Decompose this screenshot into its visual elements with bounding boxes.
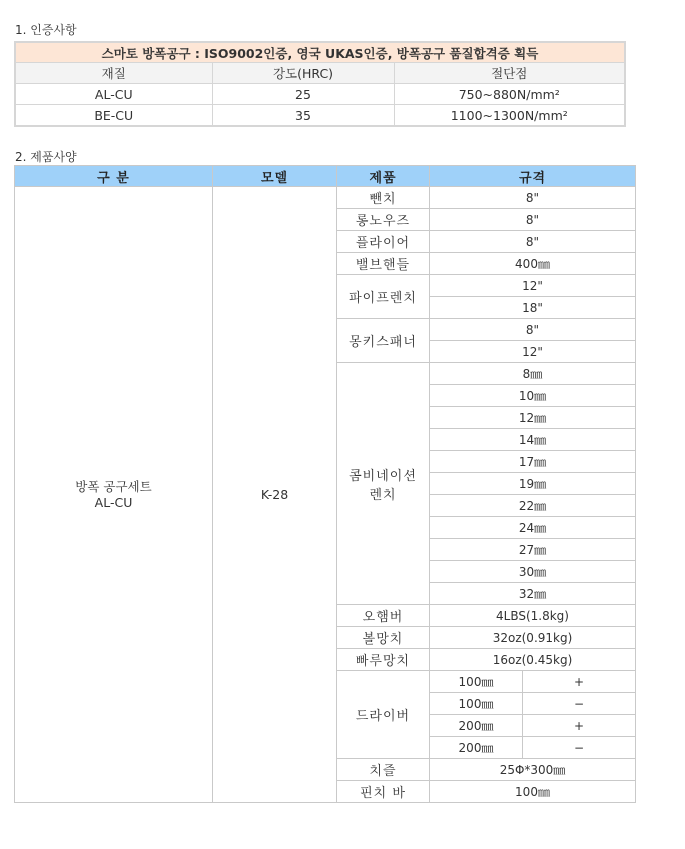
product-spec: 8㎜ [430, 363, 636, 385]
cert-cell: 750~880N/mm² [394, 84, 625, 105]
product-spec: 8" [430, 187, 636, 209]
category-name: 방폭 공구세트 [75, 478, 152, 494]
product-spec: 12" [430, 275, 636, 297]
product-spec: 400㎜ [430, 253, 636, 275]
product-spec: 18" [430, 297, 636, 319]
product-spec: 32㎜ [430, 583, 636, 605]
product-spec: 24㎜ [430, 517, 636, 539]
product-spec: 4LBS(1.8kg) [430, 605, 636, 627]
spec-header-spec: 규격 [430, 166, 636, 187]
spec-header-product: 제품 [337, 166, 430, 187]
cert-cell: 1100~1300N/mm² [394, 105, 625, 127]
product-name-line2: 렌치 [369, 487, 397, 503]
product-spec: 12㎜ [430, 407, 636, 429]
product-spec: 22㎜ [430, 495, 636, 517]
table-row [15, 187, 636, 209]
product-spec: 19㎜ [430, 473, 636, 495]
product-spec: 25Φ*300㎜ [430, 759, 636, 781]
product-spec: 27㎜ [430, 539, 636, 561]
product-name: 뺀치 [337, 187, 430, 209]
spec-header-model: 모델 [213, 166, 337, 187]
driver-size: 100㎜ [430, 671, 523, 693]
product-spec: 100㎜ [430, 781, 636, 803]
cert-row [15, 84, 625, 105]
product-name: 드라이버 [337, 671, 430, 759]
product-name: 몽키스패너 [337, 319, 430, 363]
product-name: 볼망치 [337, 627, 430, 649]
cert-cell: 25 [212, 84, 394, 105]
cert-header-hardness: 강도(HRC) [212, 63, 394, 84]
product-name: 오햄버 [337, 605, 430, 627]
driver-size: 100㎜ [430, 693, 523, 715]
cert-section-title: 1. 인증사항 [15, 23, 77, 37]
product-name: 롱노우즈 [337, 209, 430, 231]
cert-row [15, 105, 625, 127]
product-spec: 16oz(0.45kg) [430, 649, 636, 671]
product-name: 빠루망치 [337, 649, 430, 671]
spec-section-title: 2. 제품사양 [15, 150, 77, 164]
model-cell: K-28 [213, 187, 337, 803]
category-material: AL-CU [94, 494, 133, 510]
product-spec: 10㎜ [430, 385, 636, 407]
spec-table [14, 165, 636, 803]
product-spec: 17㎜ [430, 451, 636, 473]
product-spec: 8" [430, 231, 636, 253]
product-name-line1: 콤비네이션 [349, 468, 417, 484]
product-name: 플라이어 [337, 231, 430, 253]
cert-header-material: 재질 [15, 63, 212, 84]
cert-cell: BE-CU [15, 105, 212, 127]
driver-size: 200㎜ [430, 737, 523, 759]
driver-type: + [523, 671, 636, 693]
product-spec: 14㎜ [430, 429, 636, 451]
certification-table [14, 41, 626, 127]
cert-cell: 35 [212, 105, 394, 127]
product-name: 파이프렌치 [337, 275, 430, 319]
driver-size: 200㎜ [430, 715, 523, 737]
product-spec: 32oz(0.91kg) [430, 627, 636, 649]
product-name: 치즐 [337, 759, 430, 781]
product-name [337, 363, 430, 605]
cert-header-row [15, 63, 625, 84]
product-spec: 8" [430, 319, 636, 341]
spec-header-row [15, 166, 636, 187]
driver-type: − [523, 737, 636, 759]
cert-cell: AL-CU [15, 84, 212, 105]
product-spec: 12" [430, 341, 636, 363]
product-name: 핀치 바 [337, 781, 430, 803]
spec-header-category: 구 분 [15, 166, 213, 187]
product-spec: 30㎜ [430, 561, 636, 583]
category-cell [15, 187, 213, 803]
driver-type: − [523, 693, 636, 715]
product-spec: 8" [430, 209, 636, 231]
product-name: 밸브핸들 [337, 253, 430, 275]
driver-type: + [523, 715, 636, 737]
cert-banner: 스마토 방폭공구 : ISO9002인증, 영국 UKAS인증, 방폭공구 품질합격증 획득 [15, 42, 625, 63]
cert-banner-row [15, 42, 625, 63]
cert-header-cut-point: 절단점 [394, 63, 625, 84]
